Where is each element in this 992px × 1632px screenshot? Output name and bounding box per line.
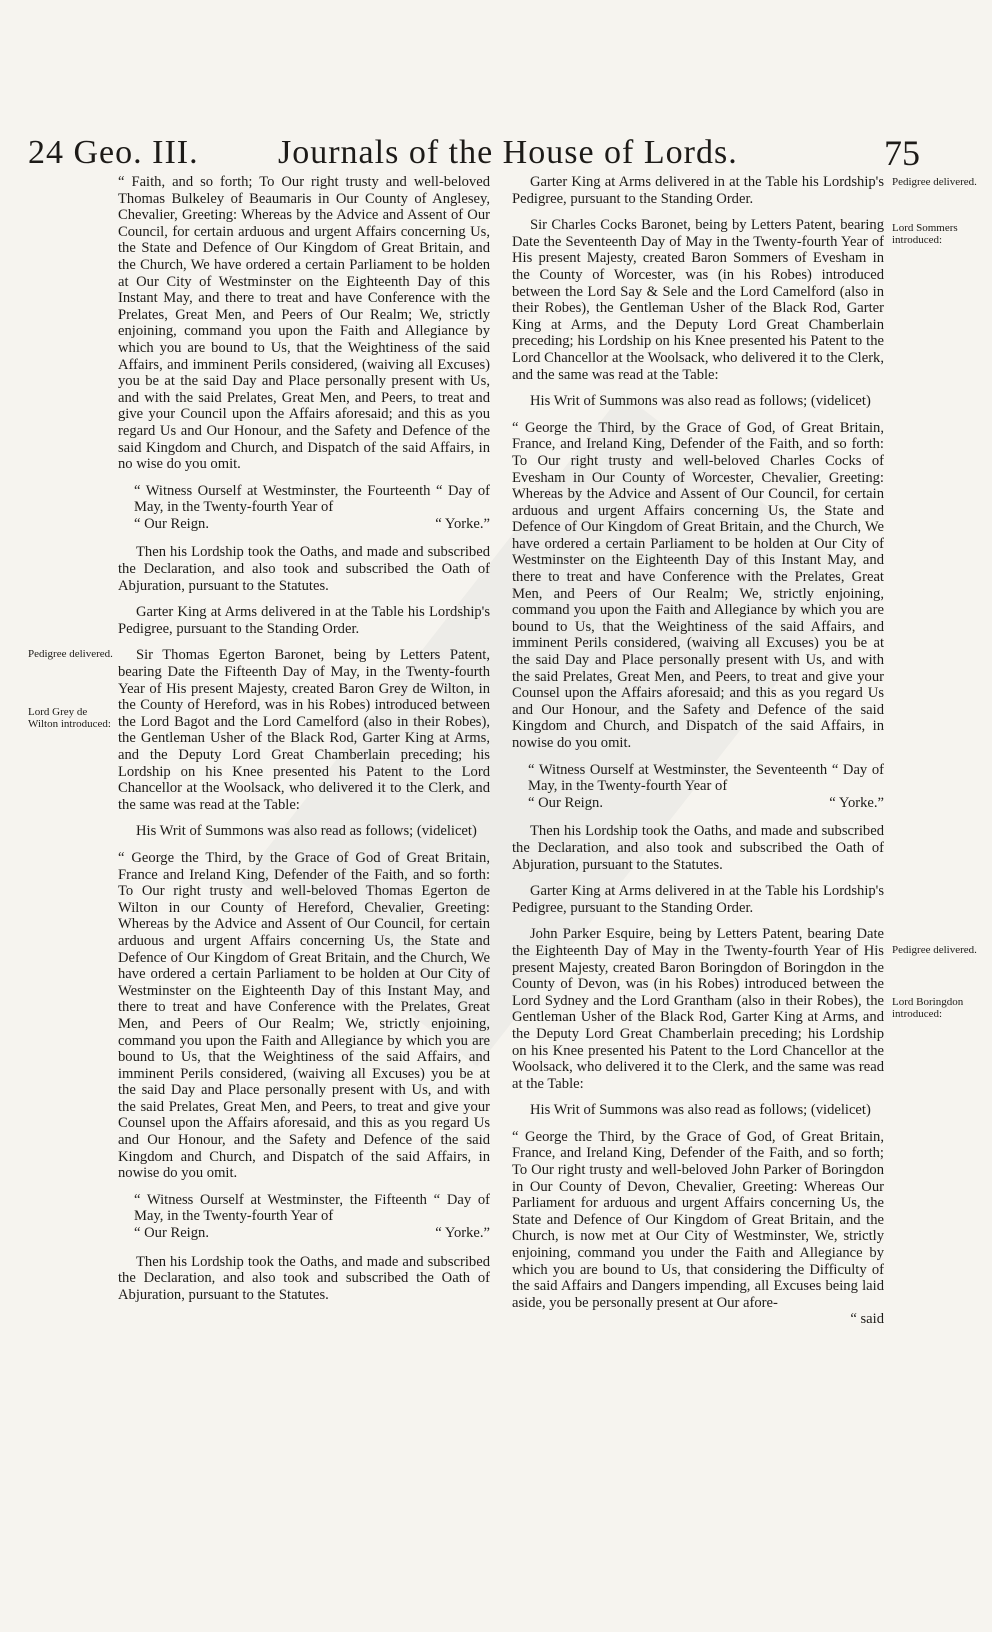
witness-line bbox=[134, 1225, 490, 1242]
right-column bbox=[512, 174, 884, 1328]
margin-note-pedigree: Pedigree delivered. bbox=[892, 944, 977, 956]
witness-signature: “ Yorke.” bbox=[829, 794, 884, 811]
paragraph: Garter King at Arms delivered in at the Table his Lordship's Pedigree, pursuant to the Standing Order. bbox=[512, 174, 884, 207]
page-number: 75 bbox=[884, 133, 920, 173]
writ-john-parker: “ George the Third, by the Grace of God, of Great Britain, France, and Ireland King, Defender of the Faith, and so forth; To Our right trusty and well-beloved John Parker of Boringdon in Our County of Devon, Chevalier, Greeting: Whereas Our Parliament for arduous and urgent Affairs concerning Us, the State and Defence of Our Kingdom of Great Britain, and the Church, is now met at Our City of Westminster, We, strictly enjoining, command you under the Faith and Allegiance by which you are bound to Us, that considering the Difficulty of the said Affairs and Dangers impending, all Excuses being laid aside, you be personally present at Our afore- bbox=[512, 1128, 884, 1311]
witness-signature: “ Yorke.” bbox=[435, 515, 490, 532]
paragraph: His Writ of Summons was also read as follows; (videlicet) bbox=[136, 823, 477, 840]
paragraph: His Writ of Summons was also read as follows; (videlicet) bbox=[530, 393, 871, 410]
margin-note-sommers: Lord Sommers introduced: bbox=[892, 222, 958, 246]
witness-reign: “ Our Reign. bbox=[134, 1225, 209, 1242]
witness-line: “ Witness Ourself at Westminster, the Seventeenth bbox=[528, 761, 828, 778]
paragraph: Sir Charles Cocks Baronet, being by Letters Patent, bearing Date the Seventeenth Day of May in the Twenty-fourth Year of His present Majesty, created Baron Sommers of Evesham in the County of Worcester, was (in his Robes) introduced between the Lord Say & Sele and the Lord Camelford (also in their Robes), the Gentleman Usher of the Black Rod, Garter King at Arms, and the Deputy Lord Great Chamberlain preceding; his Lordship on his Knee presented his Patent to the Lord Chancellor at the Woolsack, who delivered it to the Clerk, and the same was read at the Table: bbox=[512, 217, 884, 383]
paragraph: Then his Lordship took the Oaths, and made and subscribed the Declaration, and also took and subscribed the Oath of Abjuration, pursuant to the Statutes. bbox=[118, 1253, 490, 1303]
witness-line: “ Witness Ourself at Westminster, the Fifteenth bbox=[134, 1191, 427, 1208]
margin-note-grey-de-wilton: Lord Grey de Wilton introduced: bbox=[28, 706, 111, 730]
paragraph: Then his Lordship took the Oaths, and made and subscribed the Declaration, and also took and subscribed the Oath of Abjuration, pursuant to the Statutes. bbox=[512, 823, 884, 873]
regnal-year: 24 Geo. III. bbox=[28, 134, 199, 171]
witness-reign: “ Our Reign. bbox=[134, 515, 209, 532]
paragraph: Garter King at Arms delivered in at the Table his Lordship's Pedigree, pursuant to the Standing Order. bbox=[512, 883, 884, 916]
paragraph: John Parker Esquire, being by Letters Patent, bearing Date the Eighteenth Day of May in the Twenty-fourth Year of His present Majesty, created Baron Boringdon of Boringdon in the County of Devon, was (in his Robes) introduced between the Lord Sydney and the Lord Grantham (also in their Robes), the Gentleman Usher of the Black Rod, Garter King at Arms, and the Deputy Lord Great Chamberlain preceding; his Lordship on his Knee presented his Patent to the Lord Chancellor at the Woolsack, who delivered it to the Clerk, and the same was read at the Table: bbox=[512, 926, 884, 1092]
paragraph: His Writ of Summons was also read as follows; (videlicet) bbox=[530, 1102, 871, 1119]
witness-clause bbox=[134, 1192, 490, 1242]
writ-charles-cocks: “ George the Third, by the Grace of God, of Great Britain, France, and Ireland King, Defender of the Faith, and so forth: To Our right trusty and well-beloved Charles Cocks of Evesham in Our County of Worcester, Chevalier, Greeting: Whereas by the Advice and Assent of Our Council, for certain arduous and urgent Affairs concerning Us, the State and Defence of Our Kingdom of Great Britain, and the Church, We have ordered a certain Parliament to be holden at Our City of Westminster on the Eighteenth Day of this Instant May, and there to treat and have Conference with the Prelates, Great Men, and Peers of Our Realm; We, strictly enjoining, command you upon the Faith and Allegiance by which you are bound to Us, that the Weightiness of the said Affairs, and imminent Perils considered, (waiving all Excuses) you be at the said Day and Place personally present with Us, and with the said Prelates, Great Men, and Peers, to treat and give your Counsel upon the Affairs aforesaid; and this as you regard Us and Our Honour, and the Safety and Defence of the said Kingdom and Church, and Dispatch of the said Affairs, in nowise do you omit. bbox=[512, 419, 884, 751]
catchword: “ said bbox=[850, 1311, 884, 1328]
margin-note-boringdon: Lord Boringdon introduced: bbox=[892, 996, 964, 1020]
margin-note-pedigree: Pedigree delivered. bbox=[892, 176, 977, 188]
witness-line bbox=[134, 516, 490, 533]
witness-signature: “ Yorke.” bbox=[435, 1225, 490, 1242]
witness-line: “ Witness Ourself at Westminster, the Fourteenth bbox=[134, 482, 431, 499]
paragraph: Sir Thomas Egerton Baronet, being by Letters Patent, bearing Date the Fifteenth Day of May, in the Twenty-fourth Year of His present Majesty, created Baron Grey de Wilton, in the County of Hereford, was in his Robes) introduced between the Lord Bagot and the Lord Camelford (also in their Robes), the Gentleman Usher of the Black Rod, Garter King at Arms, and the Deputy Lord Great Chamberlain preceding; his Lordship on his Knee presented his Patent to the Lord Chancellor at the Woolsack, who delivered it to the Clerk, and the same was read at the Table: bbox=[118, 647, 490, 813]
witness-line: “ Day of May, in the Twenty-fourth Year of bbox=[134, 1191, 490, 1225]
writ-thomas-bulkeley: “ Faith, and so forth; To Our right trusty and well-beloved Thomas Bulkeley of Beaumaris in Our County of Anglesey, Chevalier, Greeting: Whereas by the Advice and Assent of Our Council, for certain arduous and urgent Affairs concerning Us, the State and Defence of Our Kingdom of Great Britain, and the Church, We have ordered a certain Parliament to be holden at Our City of Westminster on the Eighteenth Day of this Instant May, and there to treat and have Conference with the Prelates, Great Men, and Peers of Our Realm; We, strictly enjoining, command you upon the Faith and Allegiance by which you are bound to Us, that the Weightiness of the said Affairs, and imminent Perils considered, (waiving all Excuses) you be at the said Day and Place personally present with Us, and with the said Prelates, Great Men, and Peers, to treat and give your Council upon the Affairs aforesaid; and this as you regard Us and Our Honour, and the Safety and Defence of the said Kingdom and Church, and Dispatch of the said Affairs, in no wise do you omit. bbox=[118, 174, 490, 473]
left-column bbox=[118, 174, 490, 1313]
witness-clause bbox=[528, 762, 884, 812]
margin-note-pedigree: Pedigree delivered. bbox=[28, 648, 113, 660]
writ-thomas-egerton: “ George the Third, by the Grace of God of Great Britain, France and Ireland King, Defender of the Faith, and so forth: To Our right trusty and well-beloved Thomas Egerton de Wilton in our County of Hereford, Chevalier, Greeting: Whereas by the Advice and Assent of Our Council, for certain arduous and urgent Affairs concerning Us, the State and Defence of Our Kingdom of Great Britain, and the Church, We have ordered a certain Parliament to be holden at Our City of Westminster on the Eighteenth Day of this Instant May, and there to treat and have Conference with the Prelates, Great Men, and Peers of Our Realm; We, strictly enjoining, command you upon the Faith and Allegiance by which you are bound to Us, that the Weightiness of the said Affairs, and imminent Perils considered, (waiving all Excuses) you be at the said Day and Place personally present with Us, and with the said Prelates, Great Men, and Peers, to treat and give your Counsel upon the Affairs aforesaid, and this as you regard Us and Our Honour, and the Safety and Defence of the said Kingdom and Church, and Dispatch of the said Affairs, in nowise do you omit. bbox=[118, 849, 490, 1182]
witness-clause bbox=[134, 483, 490, 533]
witness-line: “ Day of May, in the Twenty-fourth Year of bbox=[134, 482, 490, 516]
witness-line bbox=[528, 795, 884, 812]
witness-line: “ Day of May, in the Twenty-fourth Year of bbox=[528, 761, 884, 795]
witness-reign: “ Our Reign. bbox=[528, 794, 603, 811]
paragraph: Then his Lordship took the Oaths, and made and subscribed the Declaration, and also took and subscribed the Oath of Abjuration, pursuant to the Statutes. bbox=[118, 544, 490, 594]
page-header bbox=[28, 128, 920, 178]
journal-title: Journals of the House of Lords. bbox=[278, 134, 738, 171]
paragraph: Garter King at Arms delivered in at the Table his Lordship's Pedigree, pursuant to the Standing Order. bbox=[118, 604, 490, 637]
